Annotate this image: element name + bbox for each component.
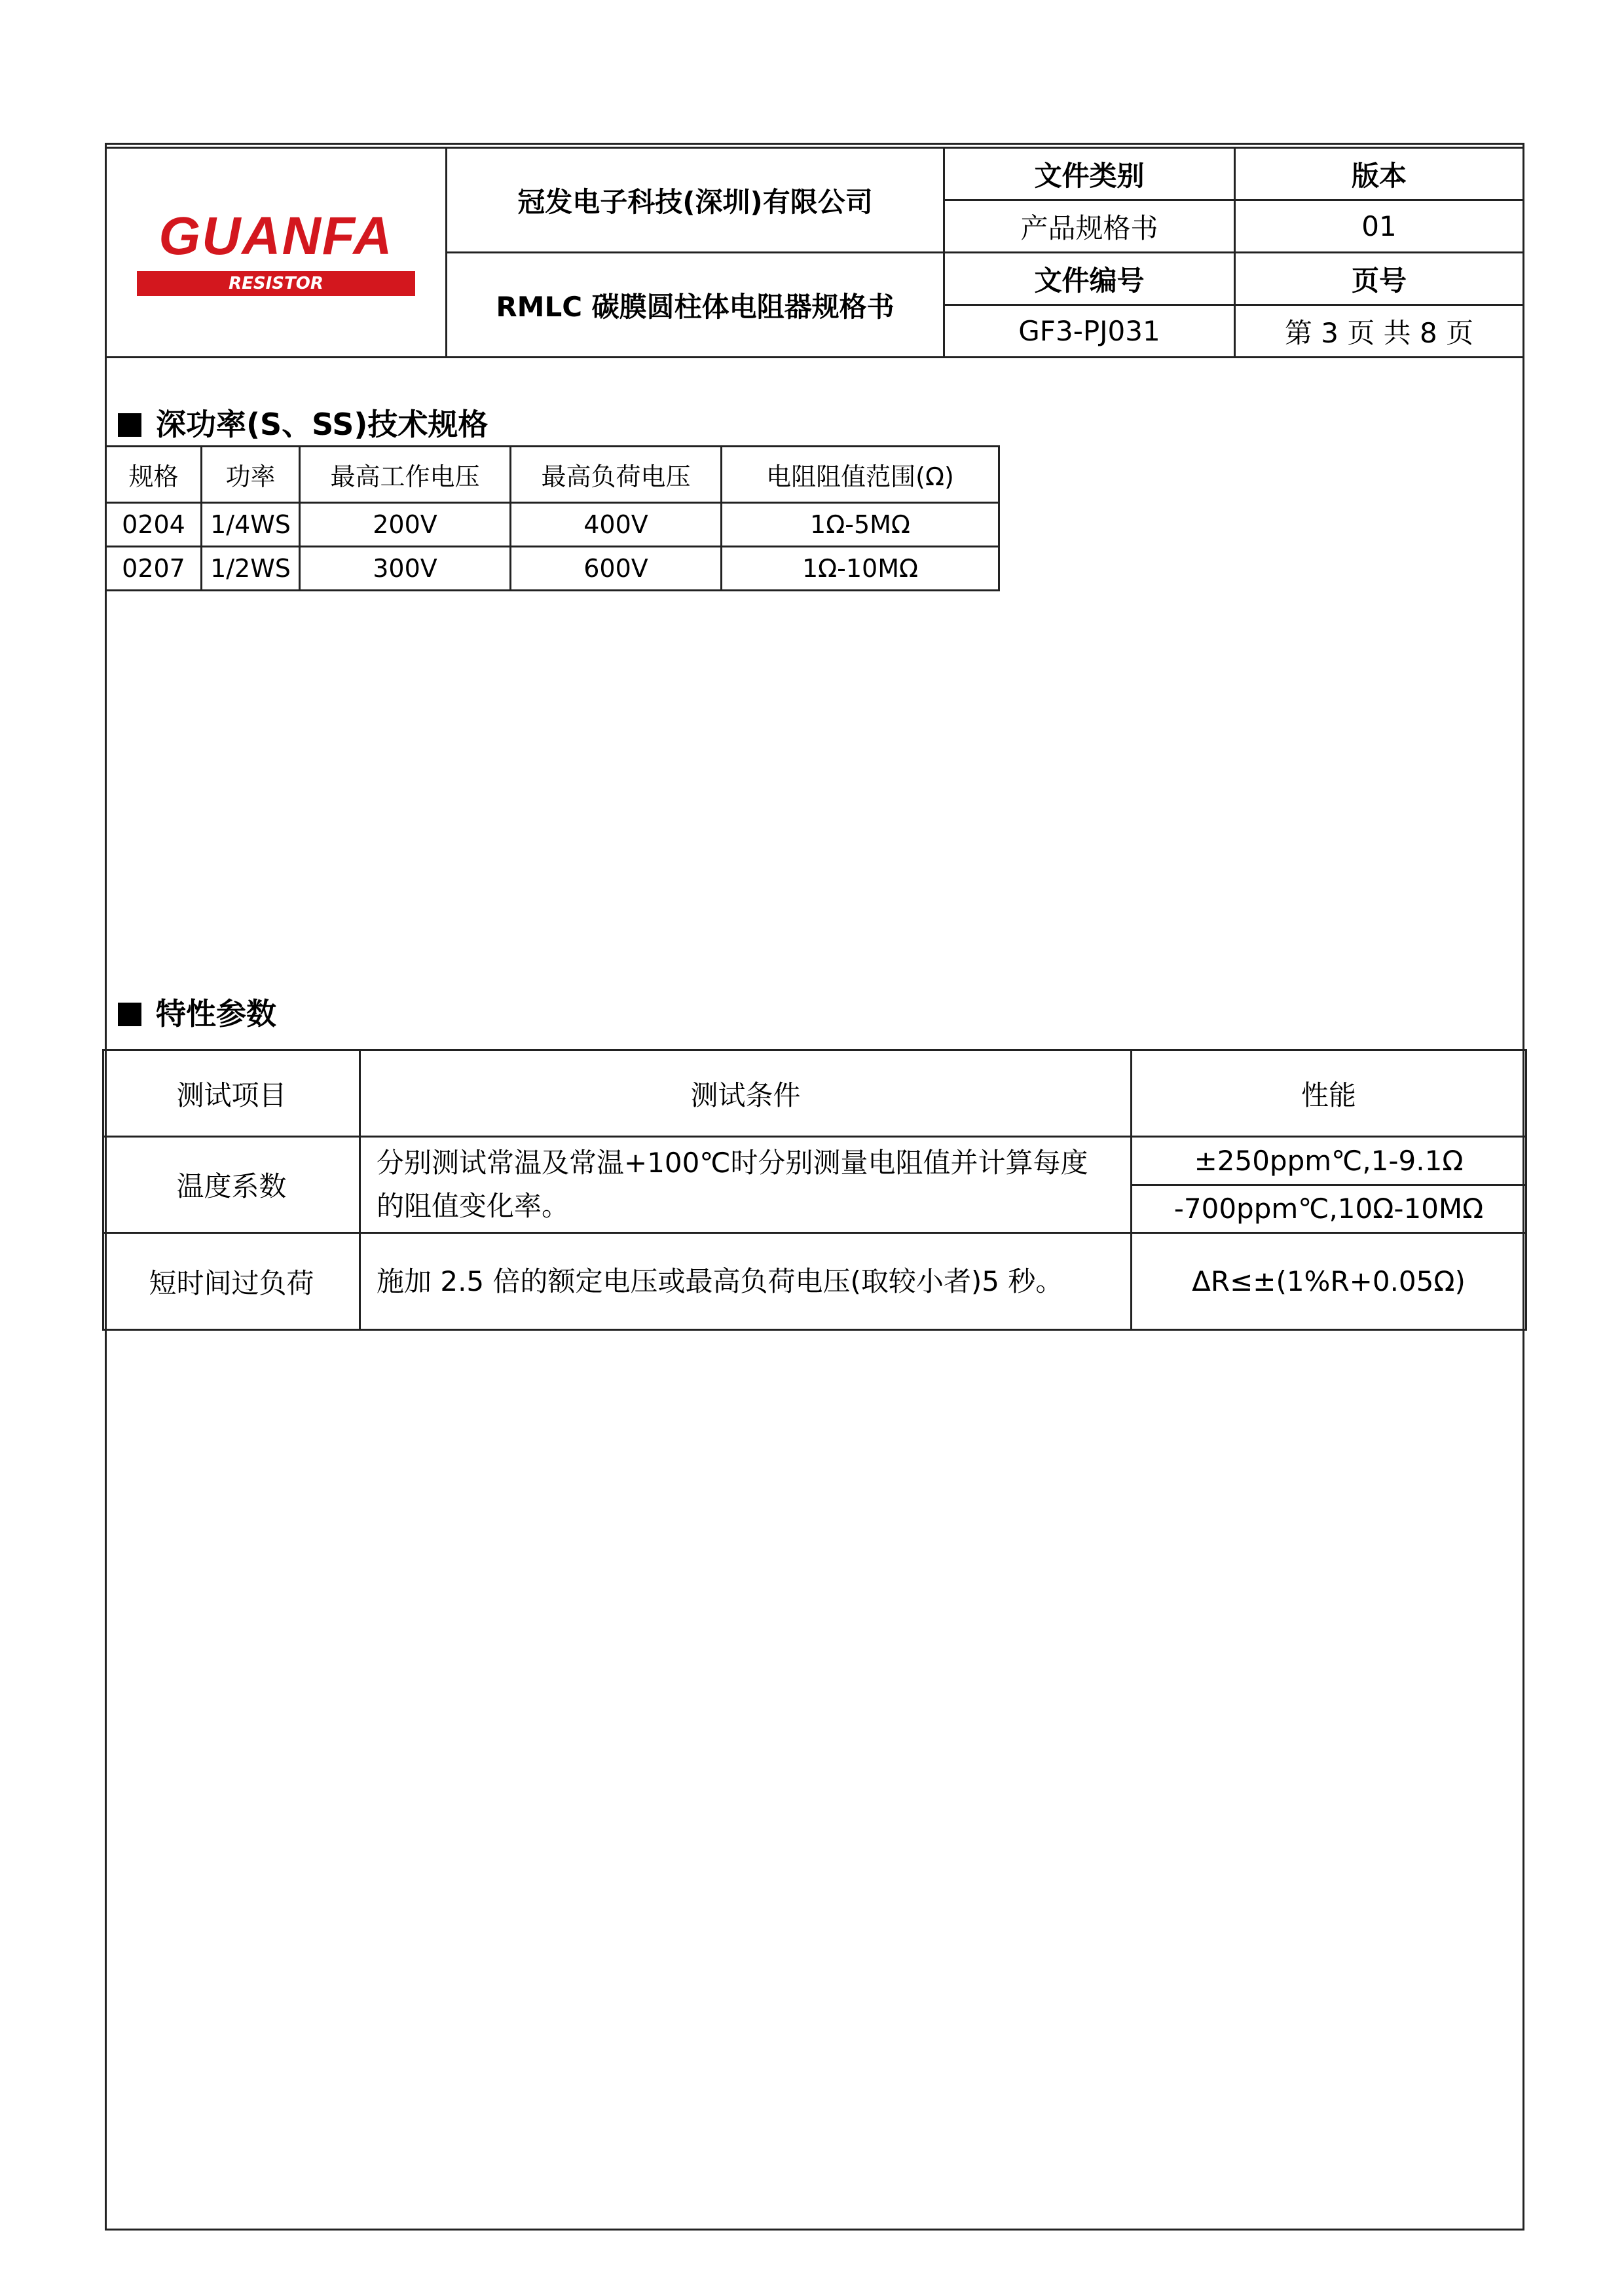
company-name: 冠发电子科技(深圳)有限公司 <box>447 148 944 253</box>
char-col: 测试条件 <box>360 1050 1132 1137</box>
spec-row: 0204 1/4WS 200V 400V 1Ω-5MΩ <box>106 503 999 547</box>
section-bullet <box>118 413 141 437</box>
doc-no-label: 文件编号 <box>944 253 1235 305</box>
characteristics-table <box>102 1049 1527 1331</box>
doc-type: 产品规格书 <box>944 200 1235 253</box>
char-row: 温度系数 分别测试常温及常温+100℃时分别测量电阻值并计算每度的阻值变化率。 ±250ppm℃,1-9.1Ω <box>103 1137 1526 1185</box>
doc-no: GF3-PJ031 <box>944 305 1235 358</box>
page-number: 第 3 页 共 8 页 <box>1235 305 1524 358</box>
doc-title: RMLC 碳膜圆柱体电阻器规格书 <box>447 253 944 358</box>
version: 01 <box>1235 200 1524 253</box>
section-bullet <box>118 1003 141 1026</box>
spec-col: 最高负荷电压 <box>511 447 722 503</box>
section1-heading: 深功率(S、SS)技术规格 <box>118 401 488 444</box>
spec-row: 0207 1/2WS 300V 600V 1Ω-10MΩ <box>106 547 999 591</box>
doc-type-label: 文件类别 <box>944 148 1235 200</box>
company-logo: GUANFA RESISTOR <box>106 148 447 358</box>
char-col: 性能 <box>1132 1050 1526 1137</box>
version-label: 版本 <box>1235 148 1524 200</box>
char-row: -700ppm℃,10Ω-10MΩ <box>103 1185 1526 1233</box>
spec-col: 功率 <box>202 447 300 503</box>
char-col: 测试项目 <box>103 1050 360 1137</box>
power-spec-table <box>105 445 1000 591</box>
section2-heading: 特性参数 <box>118 990 276 1033</box>
spec-col: 电阻阻值范围(Ω) <box>722 447 999 503</box>
spec-col: 最高工作电压 <box>300 447 511 503</box>
document-header <box>105 147 1524 358</box>
char-row: 短时间过负荷 施加 2.5 倍的额定电压或最高负荷电压(取较小者)5 秒。 ΔR≤±(1%R+0.05Ω) <box>103 1233 1526 1330</box>
page-label: 页号 <box>1235 253 1524 305</box>
spec-col: 规格 <box>106 447 202 503</box>
